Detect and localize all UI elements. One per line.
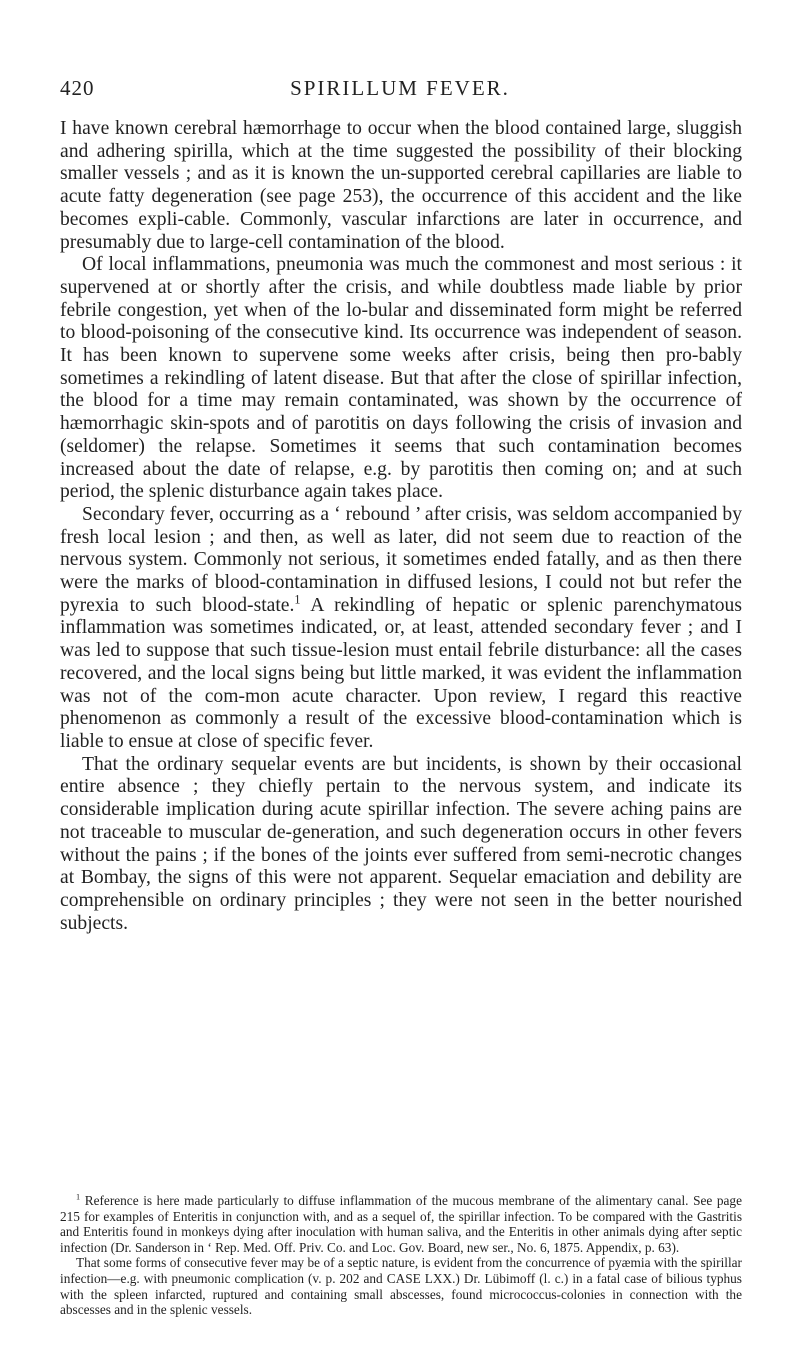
paragraph-cerebral-haemorrhage: I have known cerebral hæmorrhage to occur when the blood contained large, sluggish and adhering spirilla, which at the time suggested the possibility of their blocking smaller vessels ; and as it is known the un-supported cerebral capillaries are liable to acute fatty degeneration (see page 253), the occurrence of this accident and the like becomes expli-cable. Commonly, vascular infarctions are later in occurrence, and presumably due to large-cell contamination of the blood.	[60, 118, 742, 253]
page-number: 420	[60, 76, 95, 100]
footnote-1-mark: 1	[76, 1192, 81, 1202]
running-head	[60, 76, 740, 104]
secondary-fever-text-b: A rekindling of hepatic or splenic parenchymatous inflammation was sometimes indicated, or, at least, attended secondary fever ; and I was led to suppose that such tissue-lesion must entail febrile disturbance: all the cases recovered, and the local signs being but little marked, it was evident the inflammation was not of the com-mon acute character. Upon review, I regard this reactive phenomenon as commonly a result of the excessive blood-contamination which is liable to ensue at close of specific fever.	[60, 594, 742, 752]
paragraph-secondary-fever	[60, 504, 742, 754]
footnote-reference-1: 1	[294, 592, 301, 607]
footnote-2: That some forms of consecutive fever may be of a septic nature, is evident from the concurrence of pyæmia with the spirillar infection—e.g. with pneumonic complication (v. p. 202 and CASE LXX.) Dr. Lübimoff (l. c.) in a fatal case of bilious typhus with the spleen infarcted, ruptured and containing small abscesses, found micrococcus-colonies in connection with the abscesses and in the splenic vessels.	[60, 1255, 742, 1318]
secondary-fever-text-a: Secondary fever, occurring as a ‘ rebound ’ after crisis, was seldom accompanied by fresh local lesion ; and then, as well as later, did not seem due to reaction of the nervous system. Commonly not serious, it sometimes ended fatally, and as then there were the marks of blood-contamination in diffused lesions, I could not but refer the pyrexia to such blood-state.	[60, 503, 742, 616]
footnote-1-text: Reference is here made particularly to diffuse inflammation of the mucous membrane of the alimentary canal. See page 215 for examples of Enteritis in conjunction with, and as a sequel of, the spirillar infection. To be compared with the Gastritis and Enteritis found in monkeys dying after inoculation with human saliva, and the Enteritis in other animals dying after septic infection (Dr. Sanderson in ‘ Rep. Med. Off. Priv. Co. and Loc. Gov. Board, new ser., No. 6, 1875. Appendix, p. 63).	[60, 1193, 742, 1255]
body-text	[60, 118, 742, 935]
paragraph-sequelar-events: That the ordinary sequelar events are but incidents, is shown by their occasional entire absence ; they chiefly pertain to the nervous system, and indicate its considerable implication during acute spirillar infection. The severe aching pains are not traceable to muscular de-generation, and such degeneration occurs in other fevers without the pains ; if the bones of the joints ever suffered from semi-necrotic changes at Bombay, the signs of this were not apparent. Sequelar emaciation and debility are comprehensible on ordinary principles ; they were not seen in the better nourished subjects.	[60, 753, 742, 934]
running-title: SPIRILLUM FEVER.	[290, 76, 510, 100]
footnote-1	[60, 1193, 742, 1255]
paragraph-local-inflammations: Of local inflammations, pneumonia was much the commonest and most serious : it supervened at or shortly after the crisis, and while doubtless made liable by prior febrile congestion, yet when of the lo-bular and disseminated form might be referred to blood-poisoning of the consecutive kind. Its occurrence was independent of season. It has been known to supervene some weeks after crisis, being then pro-bably sometimes a rekindling of latent disease. But that after the close of spirillar infection, the blood for a time may remain contaminated, was shown by the occurrence of hæmorrhagic skin-spots and of parotitis on days following the crisis of invasion and (seldomer) the relapse. Sometimes it seems that such contamination becomes increased about the date of relapse, e.g. by parotitis then coming on; and at such period, the splenic disturbance again takes place.	[60, 254, 742, 503]
footnotes	[60, 1193, 742, 1318]
